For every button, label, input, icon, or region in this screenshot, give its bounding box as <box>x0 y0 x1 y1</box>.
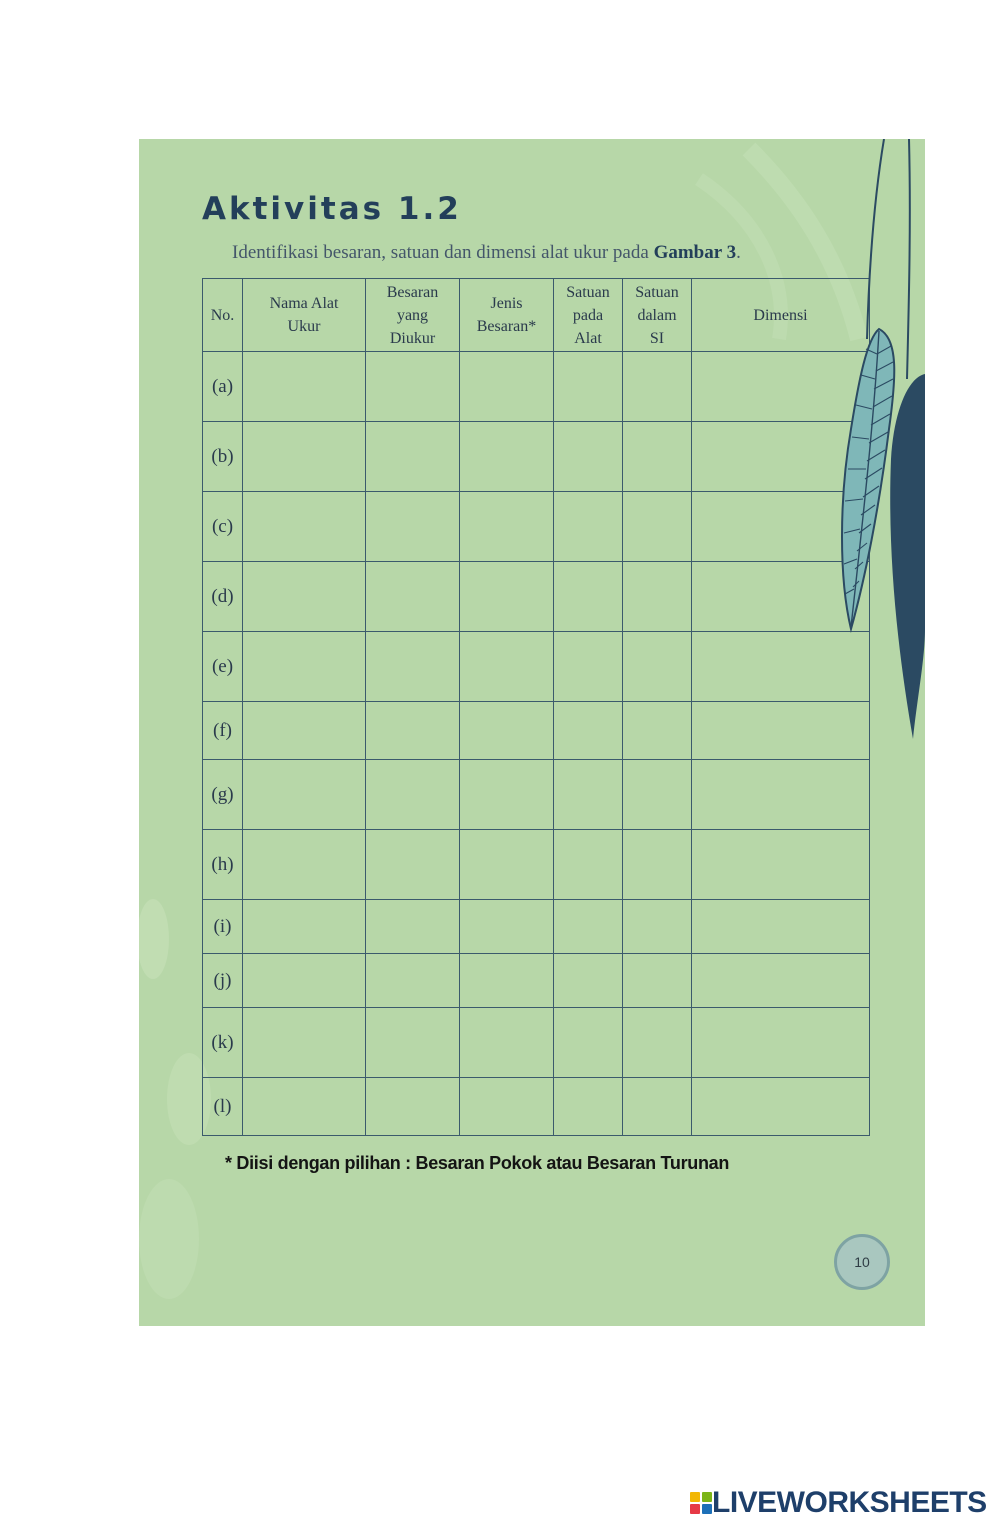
row-label: (g) <box>203 760 243 830</box>
answer-cell[interactable] <box>366 1078 460 1136</box>
answer-cell[interactable] <box>366 830 460 900</box>
answer-cell[interactable] <box>692 702 870 760</box>
header-no: No. <box>203 279 243 352</box>
answer-cell[interactable] <box>243 760 366 830</box>
activity-instruction: Identifikasi besaran, satuan dan dimensi alat ukur pada Gambar 3. <box>232 242 741 263</box>
answer-cell[interactable] <box>554 632 623 702</box>
answer-cell[interactable] <box>243 352 366 422</box>
answer-cell[interactable] <box>554 702 623 760</box>
answer-cell[interactable] <box>692 1078 870 1136</box>
answer-cell[interactable] <box>554 954 623 1008</box>
answer-cell[interactable] <box>366 900 460 954</box>
liveworksheets-logo <box>690 1488 987 1518</box>
table-row <box>203 352 870 422</box>
brand-name: LIVEWORKSHEETS <box>712 1486 987 1519</box>
answer-cell[interactable] <box>623 900 692 954</box>
row-label: (d) <box>203 562 243 632</box>
answer-cell[interactable] <box>460 830 554 900</box>
answer-cell[interactable] <box>623 702 692 760</box>
answer-cell[interactable] <box>366 632 460 702</box>
row-label: (l) <box>203 1078 243 1136</box>
answer-cell[interactable] <box>243 954 366 1008</box>
answer-cell[interactable] <box>692 422 870 492</box>
answer-cell[interactable] <box>554 492 623 562</box>
answer-cell[interactable] <box>623 954 692 1008</box>
answer-cell[interactable] <box>366 702 460 760</box>
answer-cell[interactable] <box>366 1008 460 1078</box>
worksheet-page <box>139 139 925 1326</box>
row-label: (k) <box>203 1008 243 1078</box>
answer-cell[interactable] <box>692 830 870 900</box>
answer-cell[interactable] <box>366 562 460 632</box>
answer-cell[interactable] <box>623 352 692 422</box>
answer-cell[interactable] <box>692 492 870 562</box>
answer-cell[interactable] <box>460 1008 554 1078</box>
answer-cell[interactable] <box>623 830 692 900</box>
answer-cell[interactable] <box>460 632 554 702</box>
answer-cell[interactable] <box>554 422 623 492</box>
answer-cell[interactable] <box>243 1078 366 1136</box>
answer-cell[interactable] <box>460 422 554 492</box>
row-label: (f) <box>203 702 243 760</box>
answer-cell[interactable] <box>623 632 692 702</box>
header-besaran-diukur: Besaran yang Diukur <box>366 279 460 352</box>
worksheet-table <box>202 278 870 1136</box>
activity-title: Aktivitas 1.2 <box>202 191 462 227</box>
footnote: * Diisi dengan pilihan : Besaran Pokok atau Besaran Turunan <box>225 1153 730 1173</box>
row-label: (c) <box>203 492 243 562</box>
answer-cell[interactable] <box>623 492 692 562</box>
header-satuan-pada-alat: Satuan pada Alat <box>554 279 623 352</box>
header-jenis-besaran: Jenis Besaran* <box>460 279 554 352</box>
answer-cell[interactable] <box>243 422 366 492</box>
liveworksheets-grid-icon <box>690 1492 712 1514</box>
answer-cell[interactable] <box>554 830 623 900</box>
answer-cell[interactable] <box>366 760 460 830</box>
answer-cell[interactable] <box>460 562 554 632</box>
row-label: (a) <box>203 352 243 422</box>
answer-cell[interactable] <box>460 492 554 562</box>
answer-cell[interactable] <box>460 352 554 422</box>
row-label: (j) <box>203 954 243 1008</box>
answer-cell[interactable] <box>554 562 623 632</box>
answer-cell[interactable] <box>460 1078 554 1136</box>
answer-cell[interactable] <box>623 562 692 632</box>
answer-cell[interactable] <box>243 702 366 760</box>
table-row <box>203 562 870 632</box>
answer-cell[interactable] <box>243 1008 366 1078</box>
row-label: (h) <box>203 830 243 900</box>
answer-cell[interactable] <box>243 900 366 954</box>
answer-cell[interactable] <box>243 632 366 702</box>
answer-cell[interactable] <box>460 702 554 760</box>
answer-cell[interactable] <box>623 1078 692 1136</box>
answer-cell[interactable] <box>366 352 460 422</box>
answer-cell[interactable] <box>692 760 870 830</box>
answer-cell[interactable] <box>692 954 870 1008</box>
answer-cell[interactable] <box>692 900 870 954</box>
answer-cell[interactable] <box>554 1008 623 1078</box>
answer-cell[interactable] <box>243 830 366 900</box>
answer-cell[interactable] <box>460 954 554 1008</box>
table-row <box>203 760 870 830</box>
answer-cell[interactable] <box>623 1008 692 1078</box>
answer-cell[interactable] <box>460 760 554 830</box>
table-row <box>203 492 870 562</box>
answer-cell[interactable] <box>692 562 870 632</box>
header-row <box>203 279 870 352</box>
table-row <box>203 954 870 1008</box>
answer-cell[interactable] <box>243 492 366 562</box>
answer-cell[interactable] <box>366 422 460 492</box>
answer-cell[interactable] <box>623 760 692 830</box>
answer-cell[interactable] <box>623 422 692 492</box>
row-label: (b) <box>203 422 243 492</box>
header-nama-alat-ukur: Nama Alat Ukur <box>243 279 366 352</box>
header-satuan-si: Satuan dalam SI <box>623 279 692 352</box>
answer-cell[interactable] <box>692 1008 870 1078</box>
table-row <box>203 1078 870 1136</box>
header-dimensi: Dimensi <box>692 279 870 352</box>
table-row <box>203 702 870 760</box>
table-row <box>203 422 870 492</box>
table-row <box>203 1008 870 1078</box>
table-row <box>203 900 870 954</box>
answer-cell[interactable] <box>554 352 623 422</box>
answer-cell[interactable] <box>366 954 460 1008</box>
row-label: (i) <box>203 900 243 954</box>
answer-cell[interactable] <box>554 900 623 954</box>
answer-cell[interactable] <box>243 562 366 632</box>
page-number: 10 <box>834 1234 890 1290</box>
answer-cell[interactable] <box>554 760 623 830</box>
answer-cell[interactable] <box>554 1078 623 1136</box>
answer-cell[interactable] <box>366 492 460 562</box>
table-row <box>203 830 870 900</box>
answer-cell[interactable] <box>692 632 870 702</box>
row-label: (e) <box>203 632 243 702</box>
table-row <box>203 632 870 702</box>
answer-cell[interactable] <box>460 900 554 954</box>
answer-cell[interactable] <box>692 352 870 422</box>
